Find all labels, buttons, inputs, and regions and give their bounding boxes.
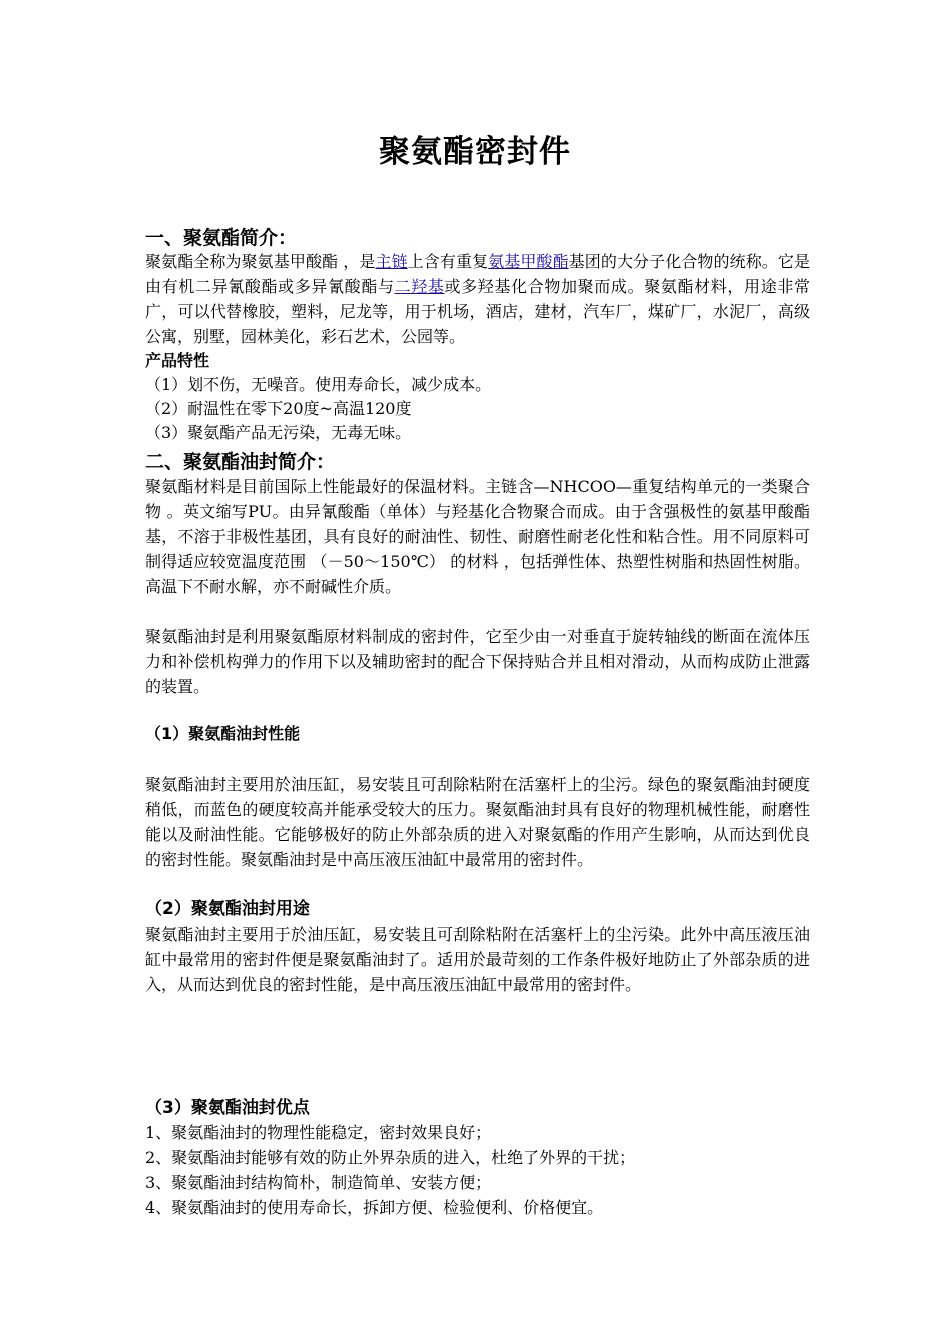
link-main-chain[interactable]: 主链: [375, 252, 408, 271]
section1-text-4: 或多羟基化合物加聚而成。聚氨酯材料，用途非常广，可以代替橡胶，塑料，尼龙等，用于机场，酒店，建材，汽车厂，煤矿厂，水泥厂，高级公寓，别墅，园林美化，彩石艺术，公园等。: [145, 277, 810, 346]
advantage-item: 1、聚氨酯油封的物理性能稳定，密封效果良好；: [145, 1123, 492, 1142]
sub3-heading: （3）聚氨酯油封优点: [145, 1098, 310, 1118]
section1-heading: 一、聚氨酯简介：: [145, 227, 298, 249]
sub1-heading: （1）聚氨酯油封性能: [145, 724, 301, 743]
link-dihydroxy[interactable]: 二羟基: [394, 277, 445, 296]
link-carbamate[interactable]: 氨基甲酸酯: [488, 252, 569, 271]
section1-text-1: 聚氨酯全称为聚氨基甲酸酯 ，是: [145, 252, 376, 271]
features-heading: 产品特性: [145, 351, 210, 370]
section1-text-3: 基团的大分子化合物的统称。它是由有机二异氰酸酯或多异氰酸酯与: [145, 252, 810, 296]
sub2-paragraph: 聚氨酯油封主要用于於油压缸，易安装且可刮除粘附在活塞杆上的尘污染。此外中高压液压油缸中最常用的密封件便是聚氨酯油封了。适用於最苛刻的工作条件极好地防止了外部杂质的进入，从而达到优良的密封性能，是中高压液压油缸中最常用的密封件。: [145, 925, 810, 994]
feature-item: （3）聚氨酯产品无污染，无毒无味。: [145, 423, 412, 442]
section2-heading-block: [145, 450, 810, 474]
sub1-heading-block: [145, 722, 810, 746]
section1-text-2: 上含有重复: [407, 252, 489, 271]
sub2-heading: （2）聚氨酯油封用途: [145, 899, 310, 919]
advantage-item: 4、聚氨酯油封的使用寿命长，拆卸方便、检验便利、价格便宜。: [145, 1198, 604, 1217]
section2-paragraph-1: 聚氨酯材料是目前国际上性能最好的保温材料。主链含—NHCOO—重复结构单元的一类聚合物 。英文缩写PU。由异氰酸酯（单体）与羟基化合物聚合而成。由于含强极性的氨基甲酸酯基，不溶于非极性基团，具有良好的耐油性、韧性、耐磨性耐老化性和粘合性。用不同原料可制得适应较宽温度范围 （－50～150℃） 的材料 ，包括弹性体、热塑性树脂和热固性树脂。高温下不耐水解，亦不耐碱性介质。: [145, 477, 810, 596]
document-title: 聚氨酯密封件: [379, 134, 571, 170]
feature-item: （1）划不伤，无噪音。使用寿命长，减少成本。: [145, 375, 492, 394]
section1-paragraph: [145, 249, 810, 349]
advantage-item: 3、聚氨酯油封结构简朴，制造简单、安装方便；: [145, 1173, 492, 1192]
sub2-heading-block: [145, 897, 810, 921]
features-block: [145, 349, 810, 445]
advantage-item: 2、聚氨酯油封能够有效的防止外界杂质的进入，杜绝了外界的干扰；: [145, 1148, 636, 1167]
section2-paragraph-2: 聚氨酯油封是利用聚氨酯原材料制成的密封件，它至少由一对垂直于旋转轴线的断面在流体压力和补偿机构弹力的作用下以及辅助密封的配合下保持贴合并且相对滑动，从而构成防止泄露的装置。: [145, 627, 810, 696]
section1-heading-block: [145, 226, 810, 250]
sub3-block: [145, 1096, 810, 1220]
feature-item: （2）耐温性在零下20度~高温120度: [145, 399, 412, 418]
section2-heading: 二、聚氨酯油封简介：: [145, 451, 336, 473]
sub1-paragraph: 聚氨酯油封主要用於油压缸，易安装且可刮除粘附在活塞杆上的尘污。绿色的聚氨酯油封硬度稍低，而蓝色的硬度较高并能承受较大的压力。聚氨酯油封具有良好的物理机械性能，耐磨性能以及耐油性能。它能够极好的防止外部杂质的进入对聚氨酯的作用产生影响，从而达到优良的密封性能。聚氨酯油封是中高压液压油缸中最常用的密封件。: [145, 775, 810, 869]
